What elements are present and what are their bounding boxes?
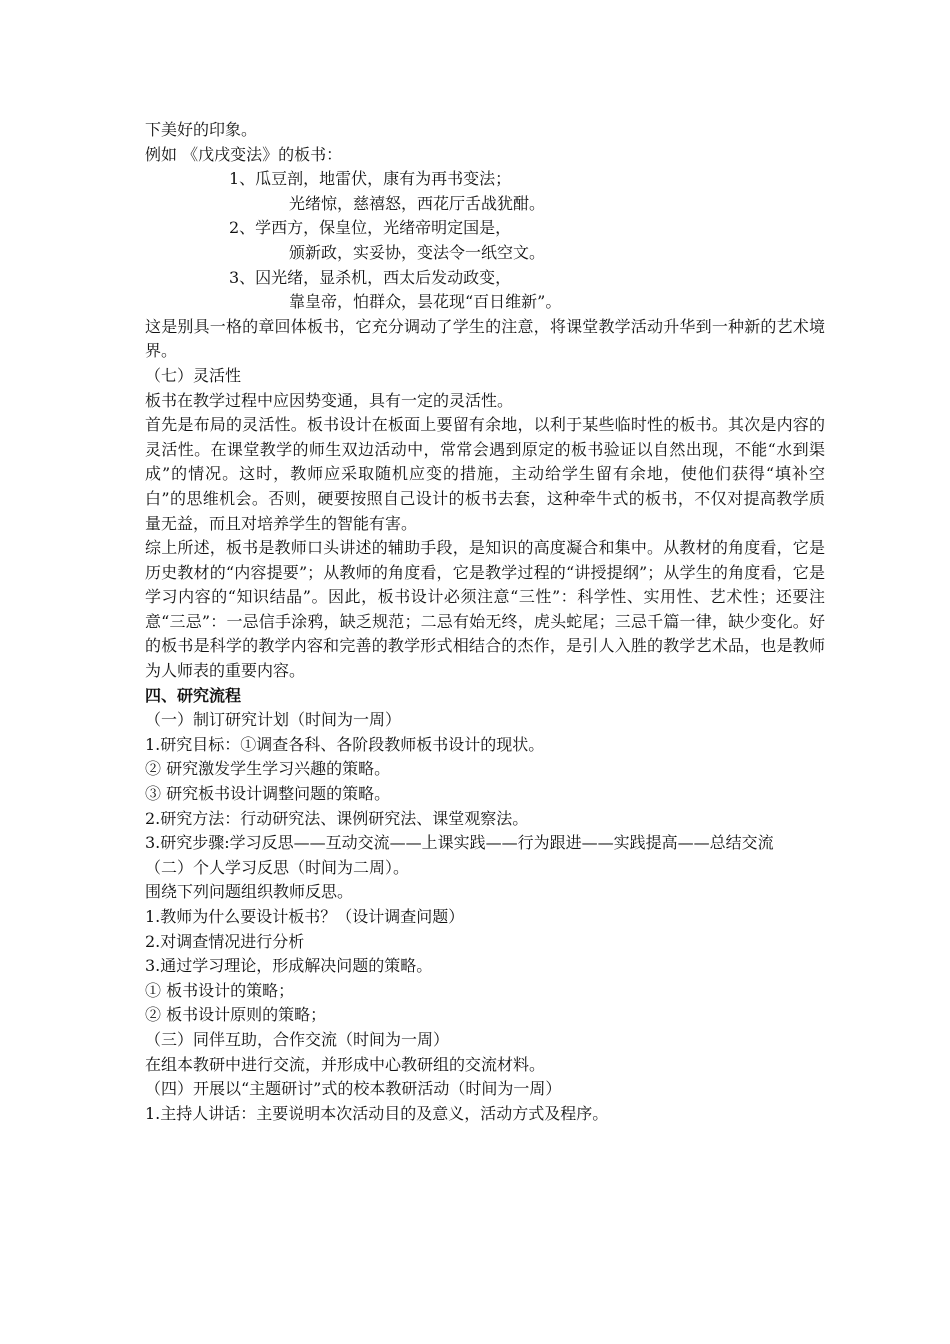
text-line: 在组本教研中进行交流，并形成中心教研组的交流材料。	[145, 1054, 546, 1074]
text-line: 1.研究目标：①调查各科、各阶段教师板书设计的现状。	[145, 734, 545, 754]
text-line: 板书在教学过程中应因势变通，具有一定的灵活性。	[145, 390, 514, 410]
text-line: 1、瓜豆剖，地雷伏，康有为再书变法；	[229, 169, 512, 189]
text-line: （二）个人学习反思（时间为二周）。	[145, 857, 410, 877]
text-line: ② 研究激发学生学习兴趣的策略。	[145, 759, 391, 779]
text-line: 靠皇帝，怕群众，昙花现“百日维新”。	[289, 292, 562, 312]
text-line: 3、囚光绪，显杀机，西太后发动政变，	[229, 267, 512, 287]
document-page	[145, 118, 825, 1126]
text-line: 2、学西方，保皇位，光绪帝明定国是，	[229, 218, 512, 238]
text-line: 这是别具一格的章回体板书，它充分调动了学生的注意，将课堂教学活动升华到一种新的艺术境界。	[145, 316, 825, 361]
document-body	[145, 118, 825, 1126]
text-line: ② 板书设计原则的策略；	[145, 1005, 327, 1025]
text-line: 综上所述，板书是教师口头讲述的辅助手段，是知识的高度凝合和集中。从教材的角度看，它是历史教材的“内容提要”；从教师的角度看，它是教学过程的“讲授提纲”；从学生的角度看，它是学习内容的“知识结晶”。因此，板书设计必须注意“三性”：科学性、实用性、艺术性；还要注意“三忌”：一忌信手涂鸦，缺乏规范；二忌有始无终，虎头蛇尾；三忌千篇一律，缺少变化。好的板书是科学的教学内容和完善的教学形式相结合的杰作，是引人入胜的教学艺术品，也是教师为人师表的重要内容。	[145, 538, 825, 681]
text-line: 围绕下列问题组织教师反思。	[145, 882, 354, 902]
text-line: 下美好的印象。	[145, 120, 258, 139]
text-line: 2.研究方法：行动研究法、课例研究法、课堂观察法。	[145, 808, 529, 828]
section-heading: 四、研究流程	[145, 685, 242, 705]
text-line: 1.教师为什么要设计板书？（设计调查问题）	[145, 907, 465, 926]
text-line: 光绪惊，慈禧怒，西花厅舌战犹酣。	[289, 193, 546, 213]
text-line: （七）灵活性	[145, 365, 242, 385]
text-line: 3.通过学习理论，形成解决问题的策略。	[145, 956, 433, 976]
text-line: 1.主持人讲话：主要说明本次活动目的及意义，活动方式及程序。	[145, 1103, 609, 1123]
text-line: ③ 研究板书设计调整问题的策略。	[145, 784, 391, 804]
text-line: 3.研究步骤:学习反思——互动交流——上课实践——行为跟进——实践提高——总结交流	[145, 833, 774, 853]
text-line: 2.对调查情况进行分析	[145, 931, 305, 951]
text-line: （一）制订研究计划（时间为一周）	[145, 710, 402, 730]
text-line: ① 板书设计的策略；	[145, 980, 295, 1000]
text-line: 首先是布局的灵活性。板书设计在板面上要留有余地，以利于某些临时性的板书。其次是内容的灵活性。在课堂教学的师生双边活动中，常常会遇到原定的板书验证以自然出现，不能“水到渠成”的情况。这时，教师应采取随机应变的措施，主动给学生留有余地，使他们获得“填补空白”的思维机会。否则，硬要按照自己设计的板书去套，这种牵牛式的板书，不仅对提高教学质量无益，而且对培养学生的智能有害。	[145, 415, 825, 533]
text-line: 颁新政，实妥协，变法令一纸空文。	[289, 242, 546, 262]
text-line: （三）同伴互助，合作交流（时间为一周）	[145, 1029, 450, 1049]
text-line: 例如 《戊戌变法》的板书：	[145, 144, 343, 164]
text-line: （四）开展以“主题研讨”式的校本教研活动（时间为一周）	[145, 1079, 562, 1099]
